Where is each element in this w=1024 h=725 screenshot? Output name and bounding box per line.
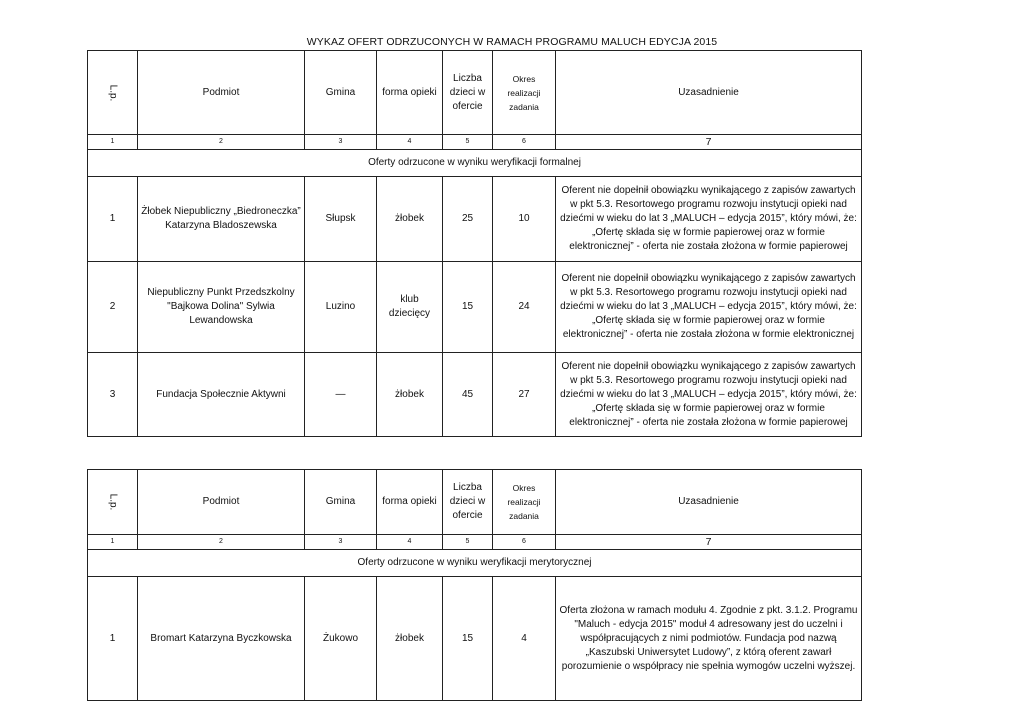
column-number: 3 xyxy=(305,535,377,550)
cell-gmina: Słupsk xyxy=(305,177,377,262)
cell-uzasadnienie: Oferent nie dopełnił obowiązku wynikającego z zapisów zawartych w pkt 5.3. Resortowego programu rozwoju instytucji opieki nad dziećmi w wieku do lat 3 „MALUCH – edycja 2015”, który mówi, że: „Ofertę składa się w formie papierowej oraz w formie elektronicznej” - oferta nie została złożona w formie elektronicznej xyxy=(556,262,862,353)
column-number: 7 xyxy=(556,135,862,150)
cell-gmina: Luzino xyxy=(305,262,377,353)
column-number: 4 xyxy=(377,535,443,550)
table-row xyxy=(88,177,862,262)
section-title: Oferty odrzucone w wyniku weryfikacji formalnej xyxy=(88,150,862,177)
table-row xyxy=(88,262,862,353)
column-number: 7 xyxy=(556,535,862,550)
cell-podmiot: Niepubliczny Punkt Przedszkolny "Bajkowa Dolina" Sylwia Lewandowska xyxy=(138,262,305,353)
cell-liczba: 25 xyxy=(443,177,493,262)
column-number: 4 xyxy=(377,135,443,150)
header-podmiot: Podmiot xyxy=(138,51,305,135)
cell-forma: żłobek xyxy=(377,577,443,701)
cell-gmina: — xyxy=(305,353,377,437)
cell-uzasadnienie: Oferent nie dopełnił obowiązku wynikającego z zapisów zawartych w pkt 5.3. Resortowego programu rozwoju instytucji opieki nad dziećmi w wieku do lat 3 „MALUCH – edycja 2015”, który mówi, że: „Ofertę składa się w formie papierowej oraz w formie elektronicznej” - oferta nie została złożona w formie papierowej xyxy=(556,353,862,437)
column-number: 5 xyxy=(443,135,493,150)
column-number: 3 xyxy=(305,135,377,150)
cell-lp: 1 xyxy=(88,177,138,262)
cell-forma: klub dziecięcy xyxy=(377,262,443,353)
column-number: 6 xyxy=(493,535,556,550)
column-number-row xyxy=(88,135,862,150)
cell-uzasadnienie: Oferent nie dopełnił obowiązku wynikającego z zapisów zawartych w pkt 5.3. Resortowego programu rozwoju instytucji opieki nad dziećmi w wieku do lat 3 „MALUCH – edycja 2015”, który mówi, że: „Ofertę składa się w formie papierowej oraz w formie elektronicznej” - oferta nie została złożona w formie papierowej xyxy=(556,177,862,262)
header-lp: L.p. xyxy=(88,470,138,535)
rejected-formal-table xyxy=(87,50,862,437)
column-number: 6 xyxy=(493,135,556,150)
header-uzasadnienie: Uzasadnienie xyxy=(556,470,862,535)
cell-uzasadnienie: Oferta złożona w ramach modułu 4. Zgodnie z pkt. 3.1.2. Programu "Maluch - edycja 2015" moduł 4 adresowany jest do uczelni i współpracujących z nimi podmiotów. Fundacja pod nazwą „Kaszubski Uniwersytet Ludowy”, z którą oferent zawarł porozumienie o współpracy nie spełnia wymogów uczelni wyższej. xyxy=(556,577,862,701)
header-forma: forma opieki xyxy=(377,51,443,135)
cell-podmiot: Fundacja Społecznie Aktywni xyxy=(138,353,305,437)
column-number: 2 xyxy=(138,535,305,550)
column-number: 5 xyxy=(443,535,493,550)
cell-podmiot: Bromart Katarzyna Byczkowska xyxy=(138,577,305,701)
cell-lp: 2 xyxy=(88,262,138,353)
section-row xyxy=(88,150,862,177)
header-row xyxy=(88,51,862,135)
cell-okres: 10 xyxy=(493,177,556,262)
cell-liczba: 15 xyxy=(443,262,493,353)
column-number: 1 xyxy=(88,535,138,550)
header-podmiot: Podmiot xyxy=(138,470,305,535)
section-row xyxy=(88,550,862,577)
header-liczba: Liczba dzieci w ofercie xyxy=(443,470,493,535)
table-row xyxy=(88,577,862,701)
header-gmina: Gmina xyxy=(305,470,377,535)
cell-okres: 27 xyxy=(493,353,556,437)
header-gmina: Gmina xyxy=(305,51,377,135)
column-number: 1 xyxy=(88,135,138,150)
rejected-substantive-table xyxy=(87,469,862,701)
cell-liczba: 15 xyxy=(443,577,493,701)
table-row xyxy=(88,353,862,437)
cell-podmiot: Żłobek Niepubliczny „Biedroneczka” Katarzyna Bladoszewska xyxy=(138,177,305,262)
section-title: Oferty odrzucone w wyniku weryfikacji merytorycznej xyxy=(88,550,862,577)
column-number-row xyxy=(88,535,862,550)
header-uzasadnienie: Uzasadnienie xyxy=(556,51,862,135)
cell-okres: 24 xyxy=(493,262,556,353)
header-okres: Okres realizacji zadania xyxy=(493,51,556,135)
header-row xyxy=(88,470,862,535)
header-okres: Okres realizacji zadania xyxy=(493,470,556,535)
cell-lp: 1 xyxy=(88,577,138,701)
cell-okres: 4 xyxy=(493,577,556,701)
column-number: 2 xyxy=(138,135,305,150)
cell-forma: żłobek xyxy=(377,177,443,262)
cell-gmina: Żukowo xyxy=(305,577,377,701)
cell-liczba: 45 xyxy=(443,353,493,437)
document-title: WYKAZ OFERT ODRZUCONYCH W RAMACH PROGRAMU MALUCH EDYCJA 2015 xyxy=(306,36,718,48)
header-liczba: Liczba dzieci w ofercie xyxy=(443,51,493,135)
header-forma: forma opieki xyxy=(377,470,443,535)
header-lp: L.p. xyxy=(88,51,138,135)
cell-forma: żłobek xyxy=(377,353,443,437)
cell-lp: 3 xyxy=(88,353,138,437)
